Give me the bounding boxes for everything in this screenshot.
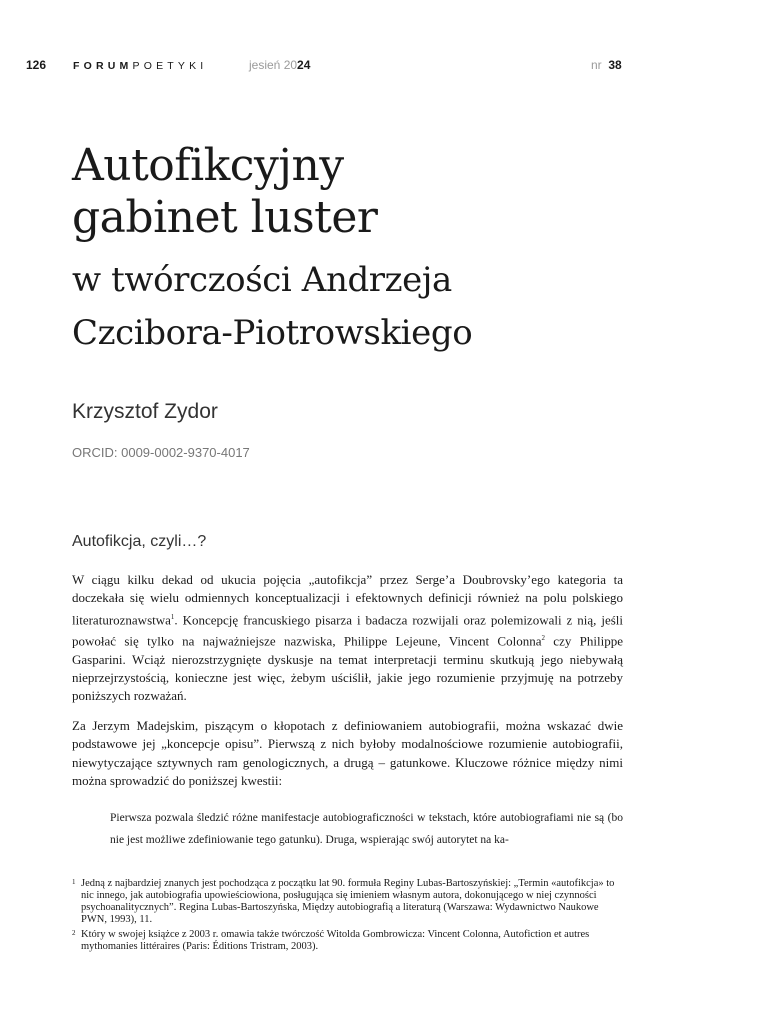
journal-name-part2: POETYKI [132,60,208,72]
footnote-2-mark: 2 [72,929,76,937]
footnote-ref-1[interactable]: 1 [170,612,175,621]
title-line-4: Czcibora-Piotrowskiego [72,313,473,353]
season-prefix: jesień 20 [249,58,298,72]
title-line-3: w twórczości Andrzeja [72,260,452,300]
footnote-2-text: Który w swojej książce z 2003 r. omawia także twórczość Witolda Gombrowicza: Vincent Colonna, Autofiction et autres mythomanies littéraires (Paris: Éditions Tristram, 2003). [81,929,590,952]
article-title-sub [72,254,472,360]
footnote-1-text: Jedną z najbardziej znanych jest pochodząca z początku lat 90. formuła Reginy Lubas-Bartoszyńskiej: „Termin «autofikcja» to nic innego, jak autobiografia upowieściowiona, posługująca się imieniem własnym autora, dokonującego w niej czynności psychoanalitycznych”. Regina Lubas-Bartoszyńska, Między autobiografią a literaturą (Warszawa: Wydawnictwo Naukowe PWN, 1993), 11. [81,878,615,925]
paragraph-1 [72,571,623,706]
journal-name-part1: FORUM [73,60,133,72]
orcid: ORCID: 0009-0002-9370-4017 [72,445,250,460]
title-line-2: gabinet luster [72,192,378,243]
footnote-ref-2[interactable]: 2 [541,634,545,643]
issue-prefix: nr [591,58,602,72]
season [249,58,310,72]
paragraph-1-part-2: . Koncepcję francuskiego pisarza i badacza rozwijali oraz polemizowali z nią, jeśli powołać się tylko na najważniejsze nazwiska, Philippe Lejeune, Vincent Colonna [72,611,623,649]
season-year: 24 [297,58,311,72]
journal-name [73,60,207,72]
paragraph-1-part-3: czy Philippe Gasparini. Wciąż nierozstrzygnięte dyskusje na temat interpretacji terminu skutkują jego niebywałą nieprzejrzystością, konieczne jest więc, żebym uściślił, jakie jego rozumienie przyjmuję na potrzeby poniższych rozważań. [72,633,623,704]
title-line-1: Autofikcyjny [72,140,344,191]
paragraph-2: Za Jerzym Madejskim, piszącym o kłopotach z definiowaniem autobiografii, można wskazać dwie podstawowe jej „koncepcje opisu”. Pierwszą z nich byłoby modalnościowe rozumienie autobiografii, niewytyczające sztywnych ram genologicznych, a drugą – gatunkowe. Kluczowe różnice między nimi można sprowadzić do poniższej kwestii: [72,718,623,788]
block-quote: Pierwsza pozwala śledzić różne manifestacje autobiograficzności w tekstach, które autobiografiami nie są (bo nie jest możliwe zdefiniowanie tego gatunku). Druga, wspierając swój autorytet na ka- [110,812,623,846]
page-number: 126 [26,58,47,72]
author-name: Krzysztof Zydor [72,400,218,423]
footnote-1-mark: 1 [72,878,76,886]
issue [591,58,622,72]
issue-number: 38 [608,58,622,72]
article-title-main [72,140,377,244]
footnote-1 [72,878,626,926]
paragraph-1-part-1: W ciągu kilku dekad od ukucia pojęcia „autofikcja” przez Serge’a Doubrovsky’ego kategoria ta doczekała się wielu odmiennych konceptualizacji i efektownych definicji również na polu polskiego literaturoznawstwa [72,572,623,627]
footnote-2 [72,929,626,953]
section-heading: Autofikcja, czyli…? [72,533,207,550]
